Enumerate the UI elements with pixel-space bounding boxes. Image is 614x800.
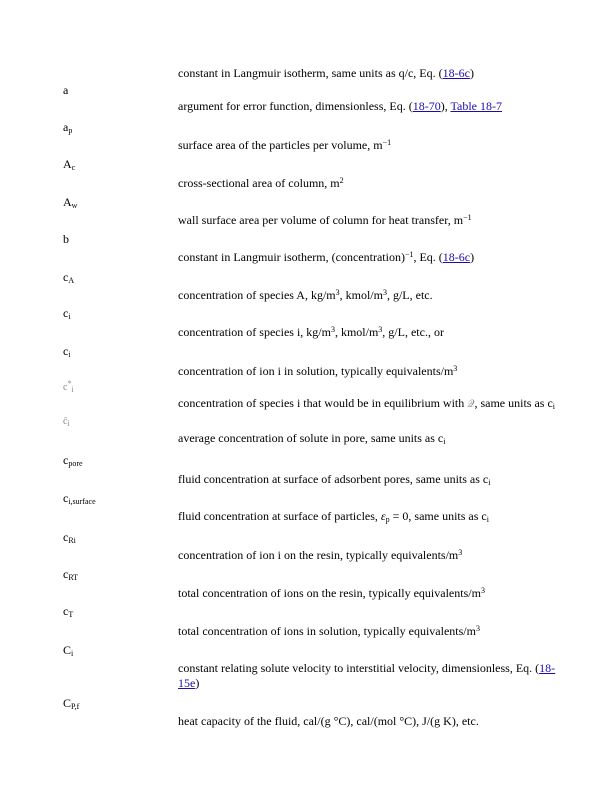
definition: concentration of species A, $kg/m^3$, kmol/$m^3$, g/L, etc. <box>178 288 433 302</box>
definition: total concentration of ions on the resin, typically equivalents/$m^3$ <box>178 586 485 600</box>
definition: average concentration of solute in pore, same units as $c_i$ <box>178 431 446 446</box>
equation-link[interactable]: 18-70 <box>412 99 441 113</box>
definition: concentration of species i that would be in equilibrium with 𝒬, same units as $c_i$ <box>178 396 556 411</box>
symbol: $c_{i,surface}$ <box>63 491 96 506</box>
symbol: $c_i$ <box>63 306 71 321</box>
definition: concentration of ion i on the resin, typically equivalents/$m^3$ <box>178 548 463 562</box>
definition: heat capacity of the fluid, cal/(g °C), cal/(mol °C), J/(g K), etc. <box>178 714 479 728</box>
symbol: $a_p$ <box>63 120 73 135</box>
definition-text: constant in Langmuir isotherm, same units as q/c, Eq. ( <box>178 66 443 80</box>
equation-link[interactable]: 18-6c <box>442 250 471 264</box>
symbol: $c_A$ <box>63 270 75 285</box>
definition: constant relating solute velocity to interstitial velocity, dimensionless, Eq. (18-15e) <box>178 661 556 690</box>
symbol: a <box>63 83 69 97</box>
symbol: $c_{Ri}$ <box>63 530 76 545</box>
definition: fluid concentration at surface of particles, $\varepsilon_p = 0$, same units as $c_i$ <box>178 509 489 524</box>
symbol: $A_w$ <box>63 195 78 210</box>
symbol-image: $c^*_i$ <box>63 379 74 394</box>
equation-link[interactable]: 18-6c <box>442 66 470 80</box>
definition: cross-sectional area of column, $m^2$ <box>178 176 344 190</box>
definition-text: ), <box>440 99 451 113</box>
definition: total concentration of ions in solution, typically equivalents/$m^3$ <box>178 624 480 638</box>
symbol-q-icon: 𝒬 <box>467 399 475 410</box>
symbol: $C_{P,f}$ <box>63 696 80 711</box>
definition: concentration of species i, $kg/m^3$, kmol/$m^3$, g/L, etc., or <box>178 325 444 339</box>
definition: concentration of ion i in solution, typically equivalents/$m^3$ <box>178 364 458 378</box>
symbol: $c_{pore}$ <box>63 453 83 468</box>
definition: wall surface area per volume of column for heat transfer, $m^{-1}$ <box>178 213 472 227</box>
definition: fluid concentration at surface of adsorbent pores, same units as $c_i$ <box>178 472 491 487</box>
symbol: $c_{RT}$ <box>63 567 79 582</box>
definition: constant in Langmuir isotherm, (concentration)$^{-1}$, Eq. (18-6c) <box>178 250 475 264</box>
symbol-image: $c̄_i$ <box>63 416 70 428</box>
table-link[interactable]: Table 18-7 <box>450 99 502 113</box>
symbol: b <box>63 232 69 246</box>
symbol: $c_i$ <box>63 344 71 359</box>
symbol: $C_i$ <box>63 643 74 658</box>
symbol: $c_T$ <box>63 604 74 619</box>
definition: surface area of the particles per volume, $m^{-1}$ <box>178 138 392 152</box>
symbol: $A_c$ <box>63 157 76 172</box>
definition <box>178 66 568 81</box>
equation-link[interactable]: 18-15e <box>178 661 556 690</box>
definition-text: ) <box>469 66 474 80</box>
definition-text: argument for error function, dimensionless, Eq. ( <box>178 99 413 113</box>
definition <box>178 99 568 114</box>
